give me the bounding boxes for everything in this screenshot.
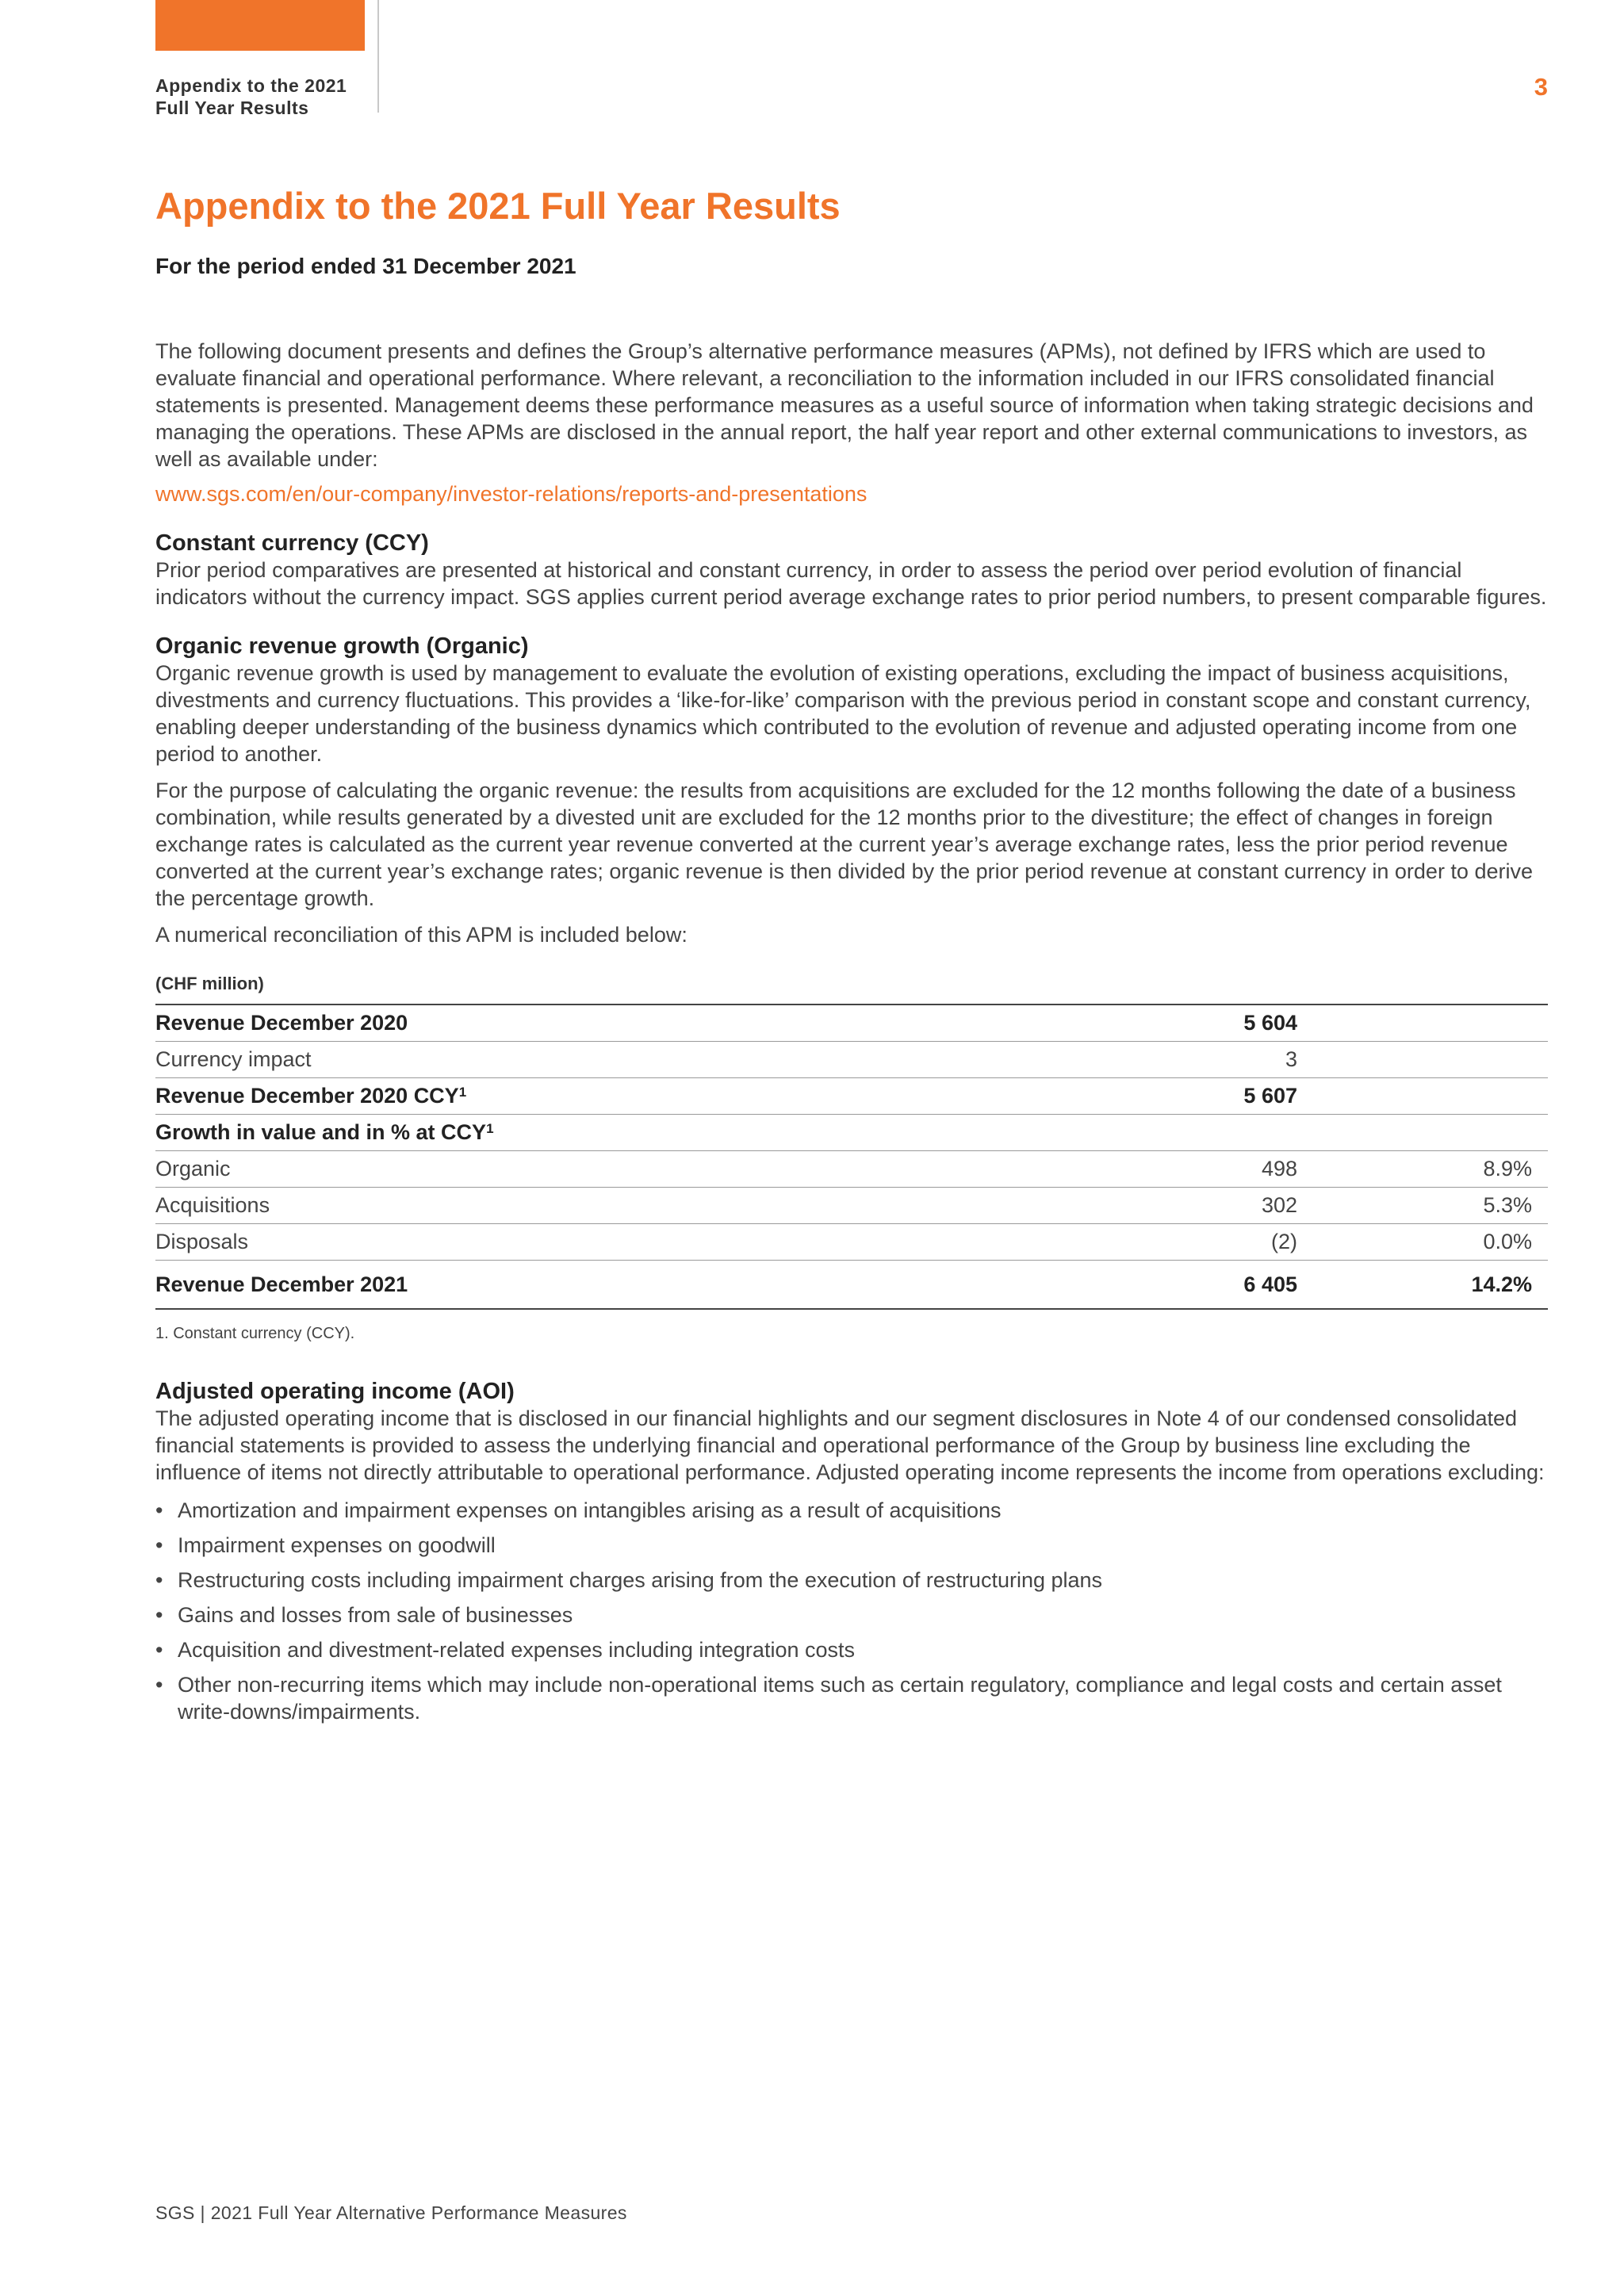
table-row <box>155 1150 1548 1187</box>
row-label: Revenue December 2021 <box>155 1272 408 1296</box>
row-percent <box>1297 1004 1548 1041</box>
table-row <box>155 1223 1548 1260</box>
row-label: Revenue December 2020 CCY$^1$ <box>155 1077 1170 1114</box>
page-content <box>155 182 1548 1733</box>
row-percent <box>1297 1077 1548 1114</box>
row-value: 498 <box>1170 1150 1297 1187</box>
aoi-exclusions-list <box>155 1497 1548 1725</box>
row-label: Currency impact <box>155 1041 1170 1077</box>
row-label: Organic <box>155 1150 1170 1187</box>
table-unit-label: (CHF million) <box>155 974 264 993</box>
header-divider <box>377 0 379 113</box>
row-value: 302 <box>1170 1187 1297 1223</box>
row-percent: 8.9% <box>1297 1150 1548 1187</box>
page-subtitle: For the period ended 31 December 2021 <box>155 254 576 278</box>
row-percent: 5.3% <box>1297 1187 1548 1223</box>
table-row <box>155 1077 1548 1114</box>
table-row <box>155 1187 1548 1223</box>
list-item: • Restructuring costs including impairment charges arising from the execution of restructuring plans <box>155 1567 1548 1594</box>
table-row <box>155 1260 1548 1309</box>
row-percent: 14.2% <box>1471 1272 1532 1296</box>
row-percent <box>1297 1041 1548 1077</box>
organic-paragraph-3: A numerical reconciliation of this APM is included below: <box>155 923 688 947</box>
organic-paragraph-2: For the purpose of calculating the organic revenue: the results from acquisitions are excluded for the 12 months following the date of a business combination, while results generated by a divested unit are excluded for the 12 months prior to the divestiture; the effect of changes in foreign exchange rates is calculated as the current year revenue converted at the current year’s average exchange rates, less the prior period revenue converted at the current year’s exchange rates; organic revenue is then divided by the prior period revenue at constant currency in order to derive the percentage growth. <box>155 779 1533 910</box>
header-accent-bar <box>155 0 365 51</box>
row-label: Revenue December 2020 <box>155 1004 1170 1041</box>
row-percent <box>1297 1114 1548 1150</box>
row-value: 6 405 <box>1243 1272 1297 1296</box>
row-percent: 0.0% <box>1297 1223 1548 1260</box>
row-value: (2) <box>1170 1223 1297 1260</box>
row-value: 5 607 <box>1170 1077 1297 1114</box>
page-title: Appendix to the 2021 Full Year Results <box>155 185 841 227</box>
revenue-reconciliation-table <box>155 1004 1548 1310</box>
ccy-paragraph: Prior period comparatives are presented at historical and constant currency, in order to assess the period over period evolution of financial indicators without the currency impact. SGS applies current period average exchange rates to prior period numbers, to present comparable figures. <box>155 558 1547 609</box>
intro-paragraph: The following document presents and defines the Group’s alternative performance measures (APMs), not defined by IFRS which are used to evaluate financial and operational performance. Where relevant, a reconciliation to the information included in our IFRS consolidated financial statements is presented. Management deems these performance measures as a useful source of information when taking strategic decisions and managing the operations. These APMs are disclosed in the annual report, the half year report and other external communications to investors, as well as available under: <box>155 339 1534 471</box>
row-value <box>1170 1114 1297 1150</box>
page-footer: SGS | 2021 Full Year Alternative Performance Measures <box>155 2202 627 2223</box>
organic-paragraph-1: Organic revenue growth is used by management to evaluate the evolution of existing operations, excluding the impact of business acquisitions, divestments and currency fluctuations. This provides a ‘like-for-like’ comparison with the previous period in constant scope and constant currency, enabling deeper understanding of the business dynamics which contributed to the evolution of revenue and adjusted operating income from one period to another. <box>155 661 1531 766</box>
ccy-heading: Constant currency (CCY) <box>155 530 429 556</box>
list-item: • Other non-recurring items which may include non-operational items such as certain regulatory, compliance and legal costs and certain asset write-downs/impairments. <box>155 1671 1548 1725</box>
table-row <box>155 1114 1548 1150</box>
row-label: Acquisitions <box>155 1187 1170 1223</box>
list-item: • Acquisition and divestment-related expenses including integration costs <box>155 1636 1548 1663</box>
table-row <box>155 1004 1548 1041</box>
table-footnote: 1. Constant currency (CCY). <box>155 1325 355 1342</box>
row-label: Disposals <box>155 1223 1170 1260</box>
table-row <box>155 1041 1548 1077</box>
list-item: • Gains and losses from sale of businesses <box>155 1601 1548 1628</box>
row-value: 3 <box>1170 1041 1297 1077</box>
aoi-paragraph: The adjusted operating income that is disclosed in our financial highlights and our segment disclosures in Note 4 of our condensed consolidated financial statements is provided to assess the underlying financial and operational performance of the Group by business line excluding the influence of items not directly attributable to operational performance. Adjusted operating income represents the income from operations excluding: <box>155 1406 1545 1484</box>
row-label: Growth in value and in % at CCY$^1$ <box>155 1114 1170 1150</box>
running-header <box>155 75 347 119</box>
aoi-heading: Adjusted operating income (AOI) <box>155 1379 515 1404</box>
list-item: • Impairment expenses on goodwill <box>155 1532 1548 1559</box>
page-number: 3 <box>1534 73 1548 101</box>
footnote-marker: 1 <box>486 1121 494 1136</box>
row-value: 5 604 <box>1170 1004 1297 1041</box>
footnote-marker: 1 <box>458 1085 467 1100</box>
running-header-line1: Appendix to the 2021 <box>155 75 347 96</box>
organic-heading: Organic revenue growth (Organic) <box>155 633 529 659</box>
investor-relations-link[interactable]: www.sgs.com/en/our-company/investor-relations/reports-and-presentations <box>155 482 868 506</box>
list-item: • Amortization and impairment expenses on intangibles arising as a result of acquisitions <box>155 1497 1548 1524</box>
running-header-line2: Full Year Results <box>155 98 309 118</box>
